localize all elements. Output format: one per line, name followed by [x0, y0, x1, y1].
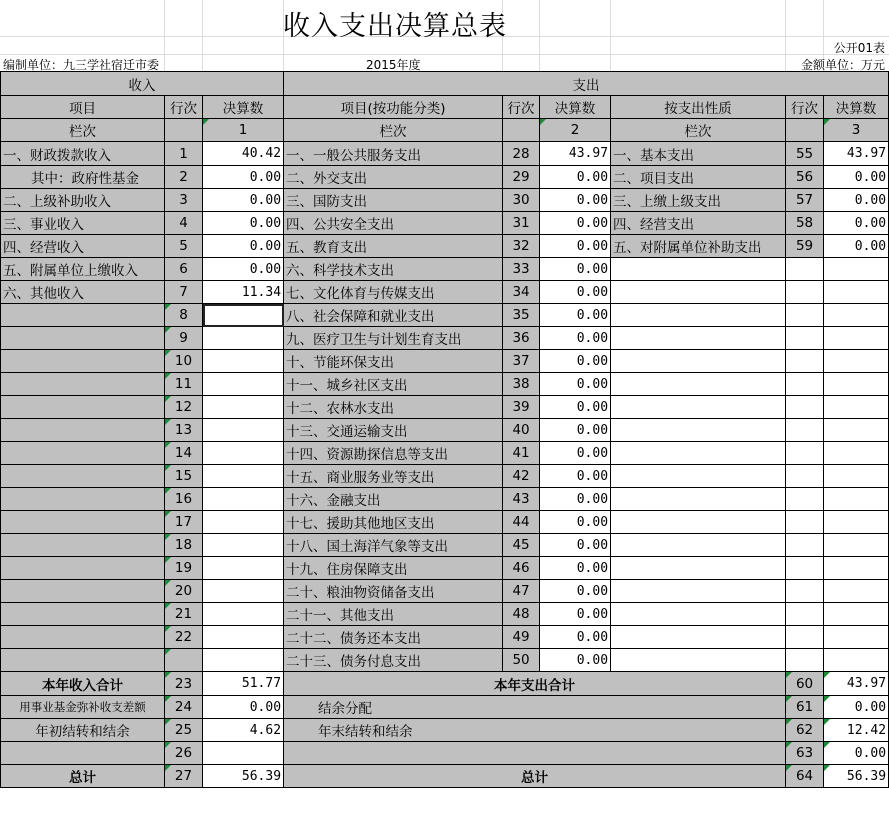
income-item-name[interactable]	[1, 396, 165, 419]
expense-func-amount[interactable]: 0.00	[540, 534, 611, 557]
income-item-amount[interactable]	[203, 465, 284, 488]
table-row	[1, 580, 889, 603]
empty-cell[interactable]	[824, 304, 889, 327]
empty-cell[interactable]	[611, 419, 786, 442]
empty-cell[interactable]	[786, 557, 824, 580]
empty-cell[interactable]	[824, 350, 889, 373]
income-item-line[interactable]: 21	[165, 603, 203, 626]
table-row	[1, 304, 889, 327]
income-item-name[interactable]: 二、上级补助收入	[1, 189, 165, 212]
col-index-2: 2	[540, 119, 611, 142]
empty-cell[interactable]	[611, 626, 786, 649]
income-item-line[interactable]: 22	[165, 626, 203, 649]
table-row	[1, 396, 889, 419]
expense-func-line[interactable]: 42	[503, 465, 540, 488]
expense-func-amount[interactable]: 0.00	[540, 235, 611, 258]
income-item-amount[interactable]	[203, 603, 284, 626]
empty-cell[interactable]	[786, 511, 824, 534]
expense-func-line[interactable]: 48	[503, 603, 540, 626]
empty-cell[interactable]	[611, 304, 786, 327]
summary-expense-line: 61	[786, 696, 824, 719]
empty-cell[interactable]	[824, 603, 889, 626]
income-item-line[interactable]: 20	[165, 580, 203, 603]
income-item-name[interactable]	[1, 511, 165, 534]
expense-nature-amount[interactable]: 43.97	[824, 142, 889, 166]
income-item-line[interactable]: 9	[165, 327, 203, 350]
empty-cell[interactable]	[786, 304, 824, 327]
income-item-name[interactable]	[1, 557, 165, 580]
income-item-name[interactable]	[1, 419, 165, 442]
empty-cell[interactable]	[786, 534, 824, 557]
summary-income-name: 年初结转和结余	[1, 719, 165, 742]
form-code: 公开01表	[833, 41, 885, 55]
income-item-amount[interactable]	[203, 327, 284, 350]
empty-cell[interactable]	[824, 649, 889, 672]
expense-func-name[interactable]: 七、文化体育与传媒支出	[284, 281, 503, 304]
expense-func-amount[interactable]: 0.00	[540, 281, 611, 304]
expense-func-amount[interactable]: 0.00	[540, 189, 611, 212]
expense-func-amount[interactable]: 43.97	[540, 142, 611, 166]
expense-func-name[interactable]: 十五、商业服务业等支出	[284, 465, 503, 488]
income-item-name[interactable]	[1, 649, 165, 672]
expense-func-amount[interactable]: 0.00	[540, 626, 611, 649]
expense-header: 支出	[284, 72, 889, 96]
summary-income-amount[interactable]: 51.77	[203, 672, 284, 696]
expense-nature-amount[interactable]: 0.00	[824, 212, 889, 235]
table-row	[1, 465, 889, 488]
empty-cell[interactable]	[824, 557, 889, 580]
expense-func-amount[interactable]: 0.00	[540, 442, 611, 465]
income-item-name[interactable]	[1, 488, 165, 511]
expense-func-line[interactable]: 40	[503, 419, 540, 442]
budget-table	[0, 71, 889, 788]
expense-nature-name[interactable]: 二、项目支出	[611, 166, 786, 189]
expense-func-amount[interactable]: 0.00	[540, 166, 611, 189]
expense-func-name[interactable]: 三、国防支出	[284, 189, 503, 212]
income-item-amount[interactable]: 0.00	[203, 189, 284, 212]
empty-cell[interactable]	[786, 373, 824, 396]
expense-func-line[interactable]: 50	[503, 649, 540, 672]
summary-expense-name: 年末结转和结余	[284, 719, 786, 742]
empty-cell[interactable]	[611, 442, 786, 465]
summary-income-name: 用事业基金弥补收支差额	[1, 696, 165, 719]
income-item-amount[interactable]: 0.00	[203, 258, 284, 281]
income-item-name[interactable]	[1, 580, 165, 603]
col-amount: 决算数	[203, 96, 284, 119]
empty-cell[interactable]	[824, 442, 889, 465]
col-amount: 决算数	[540, 96, 611, 119]
summary-income-name: 总计	[1, 765, 165, 788]
income-item-name[interactable]	[1, 304, 165, 327]
income-item-amount[interactable]	[203, 649, 284, 672]
income-item-amount[interactable]	[203, 626, 284, 649]
summary-income-line: 27	[165, 765, 203, 788]
expense-func-name[interactable]: 十、节能环保支出	[284, 350, 503, 373]
empty-cell[interactable]	[824, 534, 889, 557]
income-item-name[interactable]: 四、经营收入	[1, 235, 165, 258]
expense-func-name[interactable]: 二、外交支出	[284, 166, 503, 189]
table-row	[1, 419, 889, 442]
income-item-line[interactable]: 5	[165, 235, 203, 258]
empty-cell[interactable]	[611, 649, 786, 672]
empty-cell[interactable]	[824, 488, 889, 511]
expense-func-name[interactable]: 五、教育支出	[284, 235, 503, 258]
table-row	[1, 258, 889, 281]
summary-row	[1, 742, 889, 765]
income-item-amount[interactable]	[203, 373, 284, 396]
table-row	[1, 142, 889, 166]
summary-income-amount[interactable]: 4.62	[203, 719, 284, 742]
income-item-name[interactable]: 其中：政府性基金	[1, 166, 165, 189]
income-item-amount[interactable]	[203, 580, 284, 603]
empty-cell[interactable]	[786, 350, 824, 373]
income-item-amount[interactable]: 11.34	[203, 281, 284, 304]
table-row	[1, 534, 889, 557]
empty-cell[interactable]	[786, 488, 824, 511]
income-item-name[interactable]	[1, 626, 165, 649]
col-nature: 按支出性质	[611, 96, 786, 119]
income-item-amount[interactable]	[203, 534, 284, 557]
expense-nature-line[interactable]: 58	[786, 212, 824, 235]
expense-nature-amount[interactable]: 0.00	[824, 189, 889, 212]
summary-expense-name: 本年支出合计	[284, 672, 786, 696]
expense-func-amount[interactable]: 0.00	[540, 258, 611, 281]
expense-func-line[interactable]: 30	[503, 189, 540, 212]
table-row	[1, 511, 889, 534]
summary-row	[1, 719, 889, 742]
income-item-name[interactable]	[1, 465, 165, 488]
expense-func-name[interactable]: 四、公共安全支出	[284, 212, 503, 235]
income-item-amount[interactable]	[203, 419, 284, 442]
empty-cell[interactable]	[611, 511, 786, 534]
summary-expense-name: 总计	[284, 765, 786, 788]
summary-expense-name: 结余分配	[284, 696, 786, 719]
empty-cell[interactable]	[786, 419, 824, 442]
expense-func-name[interactable]: 二十一、其他支出	[284, 603, 503, 626]
expense-func-line[interactable]: 28	[503, 142, 540, 166]
income-item-name[interactable]	[1, 327, 165, 350]
summary-income-name	[1, 742, 165, 765]
income-item-line[interactable]: 14	[165, 442, 203, 465]
summary-income-amount[interactable]	[203, 742, 284, 765]
expense-func-amount[interactable]: 0.00	[540, 419, 611, 442]
empty-cell[interactable]	[824, 327, 889, 350]
table-row	[1, 649, 889, 672]
income-item-amount[interactable]	[203, 396, 284, 419]
expense-func-name[interactable]: 十三、交通运输支出	[284, 419, 503, 442]
empty-cell[interactable]	[611, 281, 786, 304]
summary-expense-line: 64	[786, 765, 824, 788]
expense-nature-name[interactable]: 三、上缴上级支出	[611, 189, 786, 212]
table-row	[1, 626, 889, 649]
empty-cell[interactable]	[824, 258, 889, 281]
expense-func-name[interactable]: 十二、农林水支出	[284, 396, 503, 419]
empty-cell[interactable]	[786, 327, 824, 350]
empty-cell[interactable]	[611, 465, 786, 488]
empty-cell[interactable]	[786, 603, 824, 626]
income-item-line[interactable]	[165, 649, 203, 672]
expense-func-amount[interactable]: 0.00	[540, 580, 611, 603]
empty-cell[interactable]	[611, 373, 786, 396]
table-row	[1, 281, 889, 304]
income-item-name[interactable]: 六、其他收入	[1, 281, 165, 304]
expense-func-line[interactable]: 31	[503, 212, 540, 235]
org-name: 编制单位：九三学社宿迁市委	[3, 58, 160, 72]
table-row	[1, 488, 889, 511]
expense-func-name[interactable]: 八、社会保障和就业支出	[284, 304, 503, 327]
expense-func-line[interactable]: 43	[503, 488, 540, 511]
income-item-line[interactable]: 4	[165, 212, 203, 235]
expense-func-amount[interactable]: 0.00	[540, 350, 611, 373]
summary-income-name: 本年收入合计	[1, 672, 165, 696]
expense-nature-amount[interactable]: 0.00	[824, 235, 889, 258]
summary-row	[1, 765, 889, 788]
expense-func-line[interactable]: 37	[503, 350, 540, 373]
empty-cell[interactable]	[611, 580, 786, 603]
expense-func-name[interactable]: 一、一般公共服务支出	[284, 142, 503, 166]
expense-func-name[interactable]: 六、科学技术支出	[284, 258, 503, 281]
expense-nature-name[interactable]: 一、基本支出	[611, 142, 786, 166]
table-row	[1, 166, 889, 189]
income-item-name[interactable]	[1, 603, 165, 626]
income-item-line[interactable]: 15	[165, 465, 203, 488]
empty-cell[interactable]	[786, 649, 824, 672]
empty-cell[interactable]	[824, 373, 889, 396]
summary-income-line: 25	[165, 719, 203, 742]
currency-unit: 金额单位：万元	[800, 58, 885, 72]
col-line: 行次	[786, 96, 824, 119]
income-item-line[interactable]: 19	[165, 557, 203, 580]
summary-row	[1, 672, 889, 696]
expense-nature-line[interactable]: 55	[786, 142, 824, 166]
empty-cell[interactable]	[786, 281, 824, 304]
income-item-name[interactable]	[1, 442, 165, 465]
empty-cell[interactable]	[611, 557, 786, 580]
table-row	[1, 212, 889, 235]
income-item-amount[interactable]	[203, 511, 284, 534]
expense-func-name[interactable]: 二十二、债务还本支出	[284, 626, 503, 649]
expense-nature-amount[interactable]: 0.00	[824, 166, 889, 189]
table-row	[1, 189, 889, 212]
income-item-name[interactable]	[1, 350, 165, 373]
summary-income-line: 24	[165, 696, 203, 719]
income-item-amount[interactable]: 0.00	[203, 235, 284, 258]
income-item-line[interactable]: 1	[165, 142, 203, 166]
summary-expense-amount[interactable]: 0.00	[824, 742, 889, 765]
expense-func-line[interactable]: 29	[503, 166, 540, 189]
expense-func-amount[interactable]: 0.00	[540, 511, 611, 534]
col-index-label: 栏次	[284, 119, 503, 142]
empty-cell[interactable]	[786, 626, 824, 649]
expense-func-name[interactable]: 二十、粮油物资储备支出	[284, 580, 503, 603]
summary-expense-amount[interactable]: 56.39	[824, 765, 889, 788]
income-item-line[interactable]: 7	[165, 281, 203, 304]
expense-func-amount[interactable]: 0.00	[540, 304, 611, 327]
table-row	[1, 350, 889, 373]
expense-func-line[interactable]: 45	[503, 534, 540, 557]
expense-func-line[interactable]: 34	[503, 281, 540, 304]
income-item-amount[interactable]: 40.42	[203, 142, 284, 166]
header-row-index	[1, 119, 889, 142]
income-item-line[interactable]: 12	[165, 396, 203, 419]
summary-expense-name	[284, 742, 786, 765]
col-index-1: 1	[203, 119, 284, 142]
expense-func-line[interactable]: 47	[503, 580, 540, 603]
expense-func-line[interactable]: 46	[503, 557, 540, 580]
empty-cell[interactable]	[611, 603, 786, 626]
table-row	[1, 557, 889, 580]
empty-cell[interactable]	[786, 442, 824, 465]
col-index-3: 3	[824, 119, 889, 142]
empty-cell[interactable]	[611, 327, 786, 350]
income-item-line[interactable]: 3	[165, 189, 203, 212]
income-item-line[interactable]: 17	[165, 511, 203, 534]
summary-expense-amount[interactable]: 0.00	[824, 696, 889, 719]
income-item-line[interactable]: 11	[165, 373, 203, 396]
expense-nature-name[interactable]: 四、经营支出	[611, 212, 786, 235]
expense-func-amount[interactable]: 0.00	[540, 557, 611, 580]
table-row	[1, 603, 889, 626]
col-line: 行次	[165, 96, 203, 119]
income-item-line[interactable]: 18	[165, 534, 203, 557]
expense-func-amount[interactable]: 0.00	[540, 488, 611, 511]
table-row	[1, 442, 889, 465]
expense-func-name[interactable]: 十九、住房保障支出	[284, 557, 503, 580]
expense-func-line[interactable]: 49	[503, 626, 540, 649]
income-item-name[interactable]	[1, 534, 165, 557]
expense-func-line[interactable]: 33	[503, 258, 540, 281]
expense-func-line[interactable]: 39	[503, 396, 540, 419]
income-item-line[interactable]: 2	[165, 166, 203, 189]
table-row	[1, 373, 889, 396]
expense-func-name[interactable]: 十一、城乡社区支出	[284, 373, 503, 396]
summary-expense-line: 60	[786, 672, 824, 696]
expense-func-name[interactable]: 二十三、债务付息支出	[284, 649, 503, 672]
income-item-line[interactable]: 16	[165, 488, 203, 511]
expense-func-amount[interactable]: 0.00	[540, 212, 611, 235]
page-title: 收入支出决算总表	[283, 11, 507, 42]
income-item-line[interactable]: 8	[165, 304, 203, 327]
empty-cell[interactable]	[786, 396, 824, 419]
col-index-label: 栏次	[611, 119, 786, 142]
expense-func-name[interactable]: 十七、援助其他地区支出	[284, 511, 503, 534]
summary-row	[1, 696, 889, 719]
header-row-section	[1, 72, 889, 96]
income-item-name[interactable]: 五、附属单位上缴收入	[1, 258, 165, 281]
expense-nature-line[interactable]: 57	[786, 189, 824, 212]
fiscal-year: 2015年度	[366, 58, 421, 72]
col-index-label: 栏次	[1, 119, 165, 142]
income-item-amount[interactable]	[203, 442, 284, 465]
col-line: 行次	[503, 96, 540, 119]
table-row	[1, 327, 889, 350]
summary-income-line: 23	[165, 672, 203, 696]
summary-expense-line: 62	[786, 719, 824, 742]
income-item-amount[interactable]	[203, 557, 284, 580]
income-item-name[interactable]	[1, 373, 165, 396]
empty-cell[interactable]	[824, 465, 889, 488]
expense-func-amount[interactable]: 0.00	[540, 649, 611, 672]
summary-income-line: 26	[165, 742, 203, 765]
empty-cell[interactable]	[611, 350, 786, 373]
income-item-line[interactable]: 10	[165, 350, 203, 373]
empty-cell[interactable]	[786, 465, 824, 488]
expense-func-amount[interactable]: 0.00	[540, 465, 611, 488]
empty-cell[interactable]	[611, 258, 786, 281]
table-row	[1, 235, 889, 258]
empty-cell[interactable]	[824, 626, 889, 649]
empty-cell[interactable]	[786, 580, 824, 603]
empty-cell[interactable]	[786, 258, 824, 281]
expense-func-line[interactable]: 44	[503, 511, 540, 534]
income-item-amount[interactable]	[203, 350, 284, 373]
empty-cell[interactable]	[611, 488, 786, 511]
expense-func-name[interactable]: 十四、资源勘探信息等支出	[284, 442, 503, 465]
col-amount: 决算数	[824, 96, 889, 119]
income-item-amount[interactable]: 0.00	[203, 166, 284, 189]
expense-func-line[interactable]: 35	[503, 304, 540, 327]
empty-cell[interactable]	[824, 281, 889, 304]
income-item-amount[interactable]: 0.00	[203, 212, 284, 235]
expense-func-line[interactable]: 41	[503, 442, 540, 465]
empty-cell[interactable]	[611, 534, 786, 557]
summary-expense-line: 63	[786, 742, 824, 765]
empty-cell[interactable]	[824, 580, 889, 603]
expense-nature-name[interactable]: 五、对附属单位补助支出	[611, 235, 786, 258]
summary-income-amount[interactable]: 56.39	[203, 765, 284, 788]
income-item-amount[interactable]	[203, 304, 284, 327]
empty-cell[interactable]	[824, 396, 889, 419]
expense-func-amount[interactable]: 0.00	[540, 396, 611, 419]
col-item: 项目	[1, 96, 165, 119]
expense-func-line[interactable]: 32	[503, 235, 540, 258]
summary-expense-amount[interactable]: 43.97	[824, 672, 889, 696]
col-item-func: 项目(按功能分类)	[284, 96, 503, 119]
income-header: 收入	[1, 72, 284, 96]
income-item-line[interactable]: 13	[165, 419, 203, 442]
empty-cell[interactable]	[824, 419, 889, 442]
summary-income-amount[interactable]: 0.00	[203, 696, 284, 719]
income-item-line[interactable]: 6	[165, 258, 203, 281]
income-item-name[interactable]: 三、事业收入	[1, 212, 165, 235]
expense-nature-line[interactable]: 56	[786, 166, 824, 189]
expense-func-amount[interactable]: 0.00	[540, 327, 611, 350]
summary-expense-amount[interactable]: 12.42	[824, 719, 889, 742]
empty-cell[interactable]	[611, 396, 786, 419]
empty-cell[interactable]	[824, 511, 889, 534]
income-item-name[interactable]: 一、财政拨款收入	[1, 142, 165, 166]
expense-nature-line[interactable]: 59	[786, 235, 824, 258]
expense-func-name[interactable]: 十八、国土海洋气象等支出	[284, 534, 503, 557]
expense-func-name[interactable]: 十六、金融支出	[284, 488, 503, 511]
expense-func-line[interactable]: 38	[503, 373, 540, 396]
expense-func-name[interactable]: 九、医疗卫生与计划生育支出	[284, 327, 503, 350]
expense-func-amount[interactable]: 0.00	[540, 373, 611, 396]
income-item-amount[interactable]	[203, 488, 284, 511]
expense-func-line[interactable]: 36	[503, 327, 540, 350]
expense-func-amount[interactable]: 0.00	[540, 603, 611, 626]
header-row-columns	[1, 96, 889, 119]
